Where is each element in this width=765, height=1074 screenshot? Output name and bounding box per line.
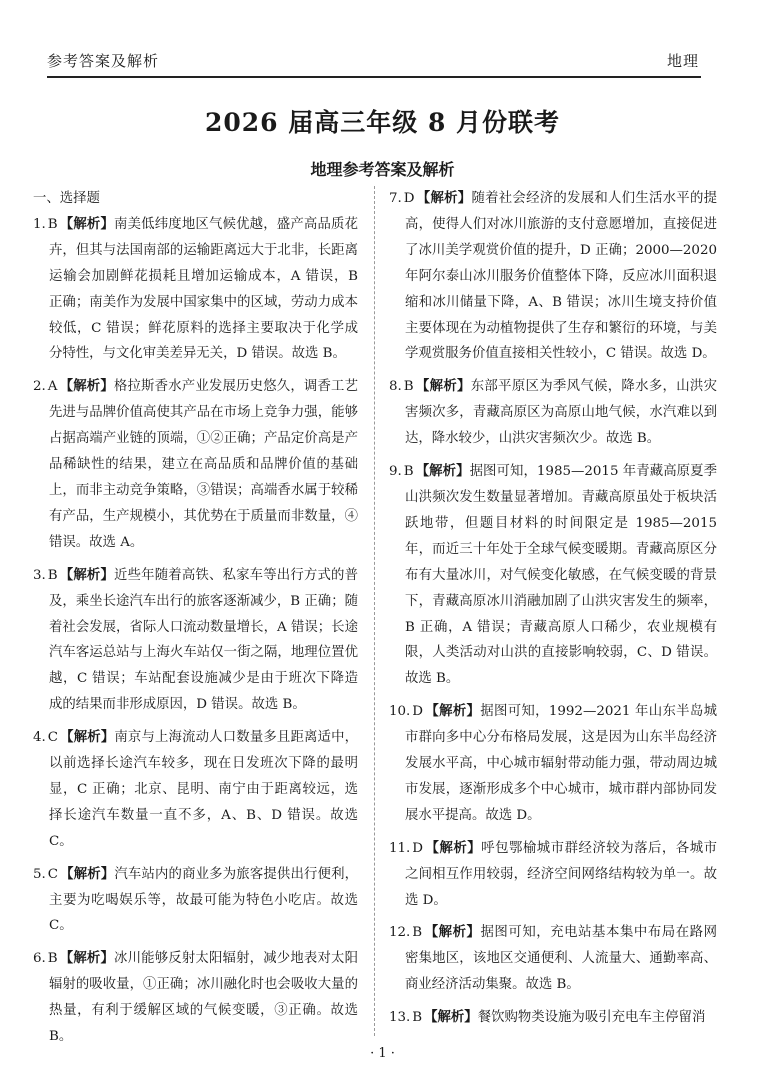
header-subject-label: 地理 (666, 52, 699, 70)
document-subtitle: 地理参考答案及解析 (310, 160, 455, 179)
answer-explanation: 冰川能够反射太阳辐射，减少地表对太阳辐射的吸收量，①正确；冰川融化时也会吸收大量的热量，有利于缓解区域的气候变暖，③正确。故选 B。 (49, 951, 358, 1045)
answer-explanation: 近些年随着高铁、私家车等出行方式的普及，乘坐长途汽车出行的旅客逐渐减少，B 正确；随着社会发展，省际人口流动数量增长，A 错误；长途汽车客运总站与上海火车站仅一街之隔，地理位置优越，C 错误；车站配套设施减少是由于班次下降造成的结果而非形成原因，D 错误。故选 B。 (49, 567, 358, 713)
answer-number: 12. (389, 925, 411, 941)
analysis-tag: 【解析】 (416, 190, 472, 206)
answer-item (389, 1005, 717, 1031)
answer-explanation: 随着社会经济的发展和人们生活水平的提高，使得人们对冰川旅游的支付意愿增加，直接促进了冰川美学观赏价值的提升，D 正确；2000—2020 年阿尔泰山冰川服务价值整体下降，反应冰川面积退缩和冰川储量下降，A、B 错误；冰川生境支持价值主要体现在为动植物提供了生存和繁衍的环境，与美学观赏服务价值直接相关性较小，C 错误。故选 D。 (405, 191, 718, 362)
analysis-tag: 【解析】 (59, 950, 115, 967)
answer-letter: B (403, 464, 414, 480)
answer-item (389, 374, 717, 452)
analysis-tag: 【解析】 (425, 839, 482, 856)
answer-item (33, 212, 358, 367)
answer-number: 2. (33, 379, 46, 395)
answer-explanation: 据图可知，1985—2015 年青藏高原夏季山洪频次发生数量显著增加。青藏高原虽处于板块活跃地带，但题目材料的时间限定是 1985—2015 年，而近三十年处于全球气候变暖期。青藏高原区分布有大量冰川，对气候变化敏感，在气候变暖的背景下，青藏高原冰川消融加剧了山洪灾害发生的频率，B 正确，A 错误；青藏高原人口稀少，农业规模有限，人类活动对山洪的直接影响较弱，C、D 错误。故选 B。 (405, 464, 717, 687)
answer-number: 8. (389, 379, 402, 395)
answer-item (389, 459, 717, 692)
analysis-tag: 【解析】 (425, 703, 481, 720)
header-rule (47, 76, 701, 78)
answer-item (389, 920, 717, 998)
analysis-tag: 【解析】 (60, 865, 115, 882)
answer-explanation: 据图可知，1992—2021 年山东半岛城市群向多中心分布格局发展，这是因为山东半岛经济发展水平高，中心城市辐射带动能力强，带动周边城市发展，逐渐形成多个中心城市，城市群内部协同发展水平提高。故选 D。 (405, 704, 717, 823)
answer-letter: B (412, 1010, 423, 1026)
answer-number: 3. (33, 567, 46, 583)
answer-number: 10. (389, 704, 411, 720)
answer-number: 6. (33, 951, 46, 967)
answer-explanation: 汽车站内的商业多为旅客提供出行便利，主要为吃喝娱乐等，故最可能为特色小吃店。故选 C。 (49, 866, 359, 934)
answer-letter: A (47, 379, 58, 395)
answer-number: 1. (33, 216, 46, 232)
analysis-tag: 【解析】 (415, 378, 471, 395)
document-title: 2026 届高三年级 8 月份联考 (204, 108, 561, 137)
answer-letter: C (47, 730, 59, 746)
answer-item (33, 862, 358, 940)
answer-letter: D (412, 840, 424, 856)
answer-number: 7. (389, 191, 402, 206)
column-divider (374, 186, 375, 1036)
answer-item (389, 836, 717, 914)
answer-item (33, 946, 358, 1050)
answer-explanation: 餐饮购物类设施为吸引充电车主停留消 (477, 1010, 706, 1026)
analysis-tag: 【解析】 (415, 463, 470, 480)
answer-number: 9. (389, 464, 402, 480)
answer-item (33, 725, 358, 855)
answer-letter: B (47, 216, 58, 232)
analysis-tag: 【解析】 (60, 729, 115, 746)
page-number: · 1 · (370, 1046, 395, 1061)
answer-letter: B (412, 925, 423, 941)
answer-letter: C (47, 866, 59, 882)
analysis-tag: 【解析】 (59, 215, 115, 232)
answer-explanation: 格拉斯香水产业发展历史悠久，调香工艺先进与品牌价值高使其产品在市场上竞争力强，能够占据高端产业链的顶端，①②正确；产品定价高是产品稀缺性的结果，建立在高品质和品牌价值的基础上，而非主动竞争策略，③错误；高端香水属于较稀有产品，生产规模小，其优势在于质量而非数量，④错误。故选 A。 (49, 379, 359, 550)
answer-explanation: 据图可知，充电站基本集中布局在路网密集地区，该地区交通便利、人流量大、通勤率高、商业经济活动集聚。故选 B。 (405, 925, 718, 993)
answer-letter: B (403, 379, 414, 395)
answer-item (389, 186, 717, 367)
answer-explanation: 东部平原区为季风气候，降水多，山洪灾害频次多，青藏高原区为高原山地气候，水汽难以到达，降水较少，山洪灾害频次少。故选 B。 (405, 379, 718, 447)
answer-explanation: 呼包鄂榆城市群经济较为落后，各城市之间相互作用较弱，经济空间网络结构较为单一。故选 D。 (405, 840, 718, 908)
answer-explanation: 南美低纬度地区气候优越，盛产高品质花卉，但其与法国南部的运输距离远大于北非，长距离运输会加剧鲜花损耗且增加运输成本，A 错误，B 正确；南美作为发展中国家集中的区域，劳动力成本较低，C 错误；鲜花原料的选择主要取决于化学成分特性，与文化审美差异无关，D 错误。故选 B。 (49, 216, 358, 362)
answer-letter: B (47, 951, 58, 967)
answer-number: 13. (389, 1010, 411, 1026)
analysis-tag: 【解析】 (424, 924, 481, 941)
answer-number: 5. (33, 866, 46, 882)
analysis-tag: 【解析】 (59, 566, 115, 583)
answer-item (389, 699, 717, 829)
answer-explanation: 南京与上海流动人口数量多且距离适中，以前选择长途汽车较多，现在日发班次下降的最明显，C 正确；北京、昆明、南宁由于距离较远，选择长途汽车数量一直不多，A、B、D 错误。故选 C。 (49, 730, 359, 849)
header-left-label: 参考答案及解析 (47, 52, 160, 70)
analysis-tag: 【解析】 (59, 378, 114, 395)
right-column (389, 186, 717, 1038)
answer-item (33, 563, 358, 718)
page-header (0, 0, 765, 78)
left-column (33, 186, 358, 1057)
answer-number: 11. (389, 840, 411, 856)
analysis-tag: 【解析】 (424, 1009, 478, 1026)
answer-number: 4. (33, 730, 46, 746)
answer-item (33, 374, 358, 555)
answer-letter: D (403, 191, 415, 206)
answer-letter: D (412, 704, 424, 720)
section-heading: 一、选择题 (33, 191, 100, 206)
answer-letter: B (47, 567, 58, 583)
